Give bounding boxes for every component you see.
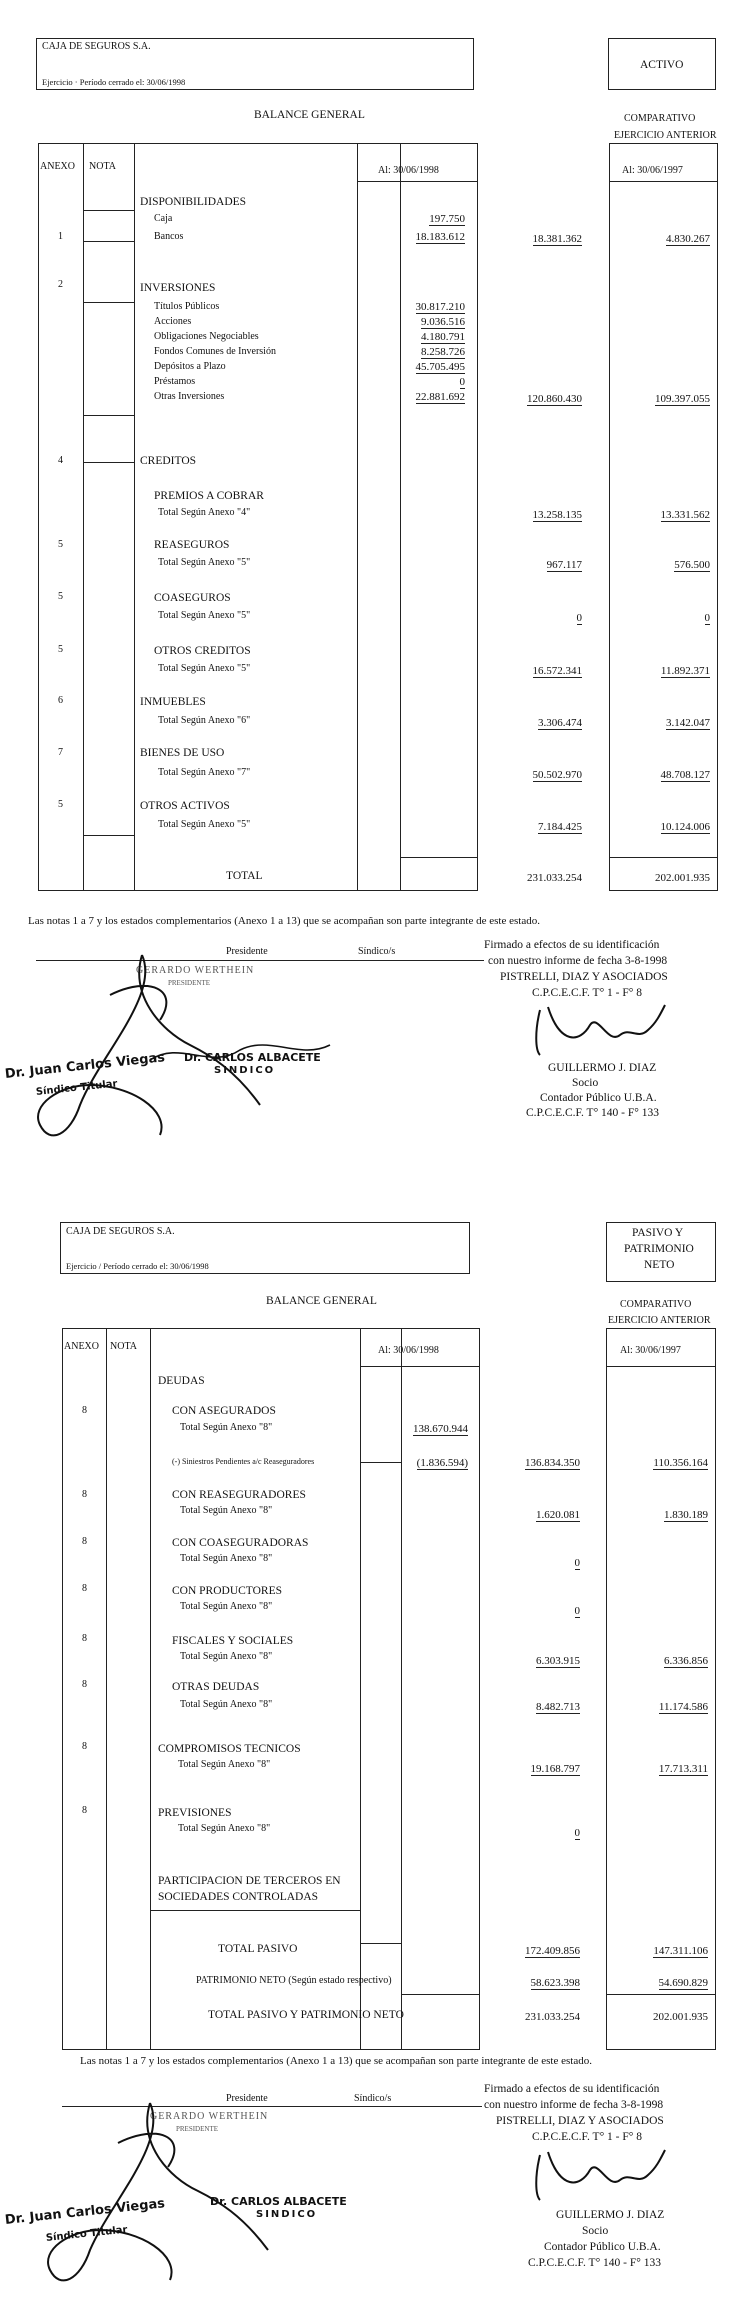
comparativo-label: COMPARATIVO [624, 113, 696, 124]
productores-value: 0 [574, 1605, 580, 1617]
otros-creditos-sub: Total Según Anexo "5" [158, 663, 251, 674]
siniestros-value: (1.836.594) [416, 1457, 468, 1469]
presidente-label-2: Presidente [226, 2093, 268, 2104]
bancos-label: Bancos [154, 231, 184, 242]
depositos-label: Depósitos a Plazo [154, 361, 226, 372]
obligaciones-value: 4.180.791 [421, 331, 465, 343]
total-prior: 202.001.935 [655, 872, 710, 884]
inversiones-total: 120.860.430 [527, 393, 582, 405]
otros-creditos-anexo: 5 [58, 644, 63, 655]
section-title: ACTIVO [640, 59, 684, 71]
comparativo-label-2: COMPARATIVO [620, 1299, 692, 1310]
compromisos-anexo: 8 [82, 1741, 87, 1752]
company-name-2: CAJA DE SEGUROS S.A. [66, 1226, 175, 1237]
firm-name: PISTRELLI, DIAZ Y ASOCIADOS [500, 971, 668, 983]
inmuebles-prior: 3.142.047 [666, 717, 710, 729]
col-current-date: Al: 30/06/1998 [378, 165, 439, 176]
otros-activos-anexo: 5 [58, 799, 63, 810]
viegas-name-2: Dr. Juan Carlos Viegas [4, 2196, 166, 2228]
coaseguradoras-sub: Total Según Anexo "8" [180, 1553, 273, 1564]
president-signature-2 [20, 2085, 280, 2295]
coaseguradoras-heading: CON COASEGURADORAS [172, 1537, 309, 1549]
reaseguros-heading: REASEGUROS [154, 539, 230, 551]
reaseguradores-sub: Total Según Anexo "8" [180, 1505, 273, 1516]
asegurados-sub: Total Según Anexo "8" [180, 1422, 273, 1433]
col-current-date-2: Al: 30/06/1998 [378, 1345, 439, 1356]
viegas-title: Síndico Titular [35, 1078, 118, 1098]
inmuebles-anexo: 6 [58, 695, 63, 706]
contador-title: Contador Público U.B.A. [540, 1092, 657, 1104]
firmado-line-2: con nuestro informe de fecha 3-8-1998 [488, 955, 668, 967]
patrimonio-prior: 54.690.829 [658, 1977, 708, 1989]
col-anexo-2: ANEXO [64, 1341, 99, 1352]
deudas-heading: DEUDAS [158, 1375, 205, 1387]
prestamos-value: 0 [459, 376, 465, 388]
otras-deudas-anexo: 8 [82, 1679, 87, 1690]
total-pasivo-label: TOTAL PASIVO [218, 1943, 298, 1955]
period-label-2: Ejercicio / Período cerrado el: 30/06/1998 [66, 1261, 209, 1271]
contador-role-2: Socio [582, 2225, 609, 2237]
presidente-label: Presidente [226, 946, 268, 957]
asegurados-anexo: 8 [82, 1405, 87, 1416]
compromisos-value: 19.168.797 [530, 1763, 580, 1775]
bienes-anexo: 7 [58, 747, 63, 758]
total-pasivo-prior: 147.311.106 [653, 1945, 708, 1957]
patrimonio-label: PATRIMONIO NETO (Según estado respectivo) [196, 1975, 392, 1986]
bienes-prior: 48.708.127 [660, 769, 710, 781]
fiscales-prior: 6.336.856 [664, 1655, 708, 1667]
company-name: CAJA DE SEGUROS S.A. [42, 41, 151, 52]
contador-name-2: GUILLERMO J. DIAZ [556, 2209, 665, 2221]
acciones-value: 9.036.516 [421, 316, 465, 328]
contador-name: GUILLERMO J. DIAZ [548, 1062, 657, 1074]
footnote: Las notas 1 a 7 y los estados complementarios (Anexo 1 a 13) que se acompañan son parte integrante de este estado. [28, 915, 540, 927]
inversiones-anexo: 2 [58, 279, 63, 290]
sindicos-label-2: Síndico/s [354, 2093, 392, 2104]
footnote-2: Las notas 1 a 7 y los estados complementarios (Anexo 1 a 13) que se acompañan son parte integrante de este estado. [80, 2055, 592, 2067]
prior-table-2 [606, 1328, 716, 2050]
col-anexo: ANEXO [40, 161, 75, 172]
reaseguros-prior: 576.500 [674, 559, 710, 571]
total-pasivo-pn-value: 231.033.254 [525, 2011, 580, 2023]
participacion-line-2: SOCIEDADES CONTROLADAS [158, 1891, 319, 1903]
previsiones-sub: Total Según Anexo "8" [178, 1823, 271, 1834]
fiscales-sub: Total Según Anexo "8" [180, 1651, 273, 1662]
viegas-title-2: Síndico Titular [45, 2224, 128, 2244]
otras-deudas-sub: Total Según Anexo "8" [180, 1699, 273, 1710]
sindico-title: SINDICO [214, 1065, 276, 1076]
section-title-line-1: PASIVO Y [632, 1227, 684, 1239]
period-label: Ejercicio · Período cerrado el: 30/06/1998 [42, 77, 186, 87]
depositos-value: 45.705.495 [415, 361, 465, 373]
total-pasivo-pn-prior: 202.001.935 [653, 2011, 708, 2023]
asegurados-total: 136.834.350 [525, 1457, 580, 1469]
contador-registration: C.P.C.E.C.F. T° 140 - F° 133 [526, 1107, 659, 1119]
inmuebles-sub: Total Según Anexo "6" [158, 715, 251, 726]
previsiones-heading: PREVISIONES [158, 1807, 232, 1819]
prestamos-label: Préstamos [154, 376, 196, 387]
section-title-line-2: PATRIMONIO [624, 1243, 694, 1255]
balance-title: BALANCE GENERAL [254, 109, 365, 121]
reaseguradores-heading: CON REASEGURADORES [172, 1489, 306, 1501]
contador-title-2: Contador Público U.B.A. [544, 2241, 661, 2253]
firmado-line-1-2: Firmado a efectos de su identificación [484, 2083, 660, 2095]
otros-creditos-prior: 11.892.371 [660, 665, 710, 677]
coaseguros-sub: Total Según Anexo "5" [158, 610, 251, 621]
section-title-line-3: NETO [644, 1259, 675, 1271]
bancos-anexo: 1 [58, 231, 63, 242]
otros-activos-heading: OTROS ACTIVOS [140, 800, 230, 812]
total-value: 231.033.254 [527, 872, 582, 884]
main-table-2 [62, 1328, 480, 2050]
creditos-heading: CREDITOS [140, 455, 197, 467]
col-prior-date-2: Al: 30/06/1997 [620, 1345, 681, 1356]
premios-value: 13.258.135 [532, 509, 582, 521]
coaseguros-value: 0 [576, 612, 582, 624]
previsiones-value: 0 [574, 1827, 580, 1839]
contador-signature [520, 995, 670, 1065]
coaseguros-anexo: 5 [58, 591, 63, 602]
reaseguros-sub: Total Según Anexo "5" [158, 557, 251, 568]
bienes-heading: BIENES DE USO [140, 747, 225, 759]
premios-sub: Total Según Anexo "4" [158, 507, 251, 518]
total-label: TOTAL [226, 870, 263, 882]
asegurados-value: 138.670.944 [413, 1423, 468, 1435]
contador-role: Socio [572, 1077, 599, 1089]
viegas-name: Dr. Juan Carlos Viegas [4, 1050, 166, 1082]
sindico-name: Dr. CARLOS ALBACETE [184, 1051, 321, 1064]
sindico-title-2: SINDICO [256, 2209, 318, 2220]
reaseguros-anexo: 5 [58, 539, 63, 550]
siniestros-label: (-) Siniestros Pendientes a/c Reaseguradores [172, 1457, 315, 1466]
sindico-signature [140, 1030, 340, 1080]
bienes-sub: Total Según Anexo "7" [158, 767, 251, 778]
coaseguradoras-anexo: 8 [82, 1536, 87, 1547]
otras-deudas-prior: 11.174.586 [658, 1701, 708, 1713]
inversiones-heading: INVERSIONES [140, 282, 216, 294]
firmado-line-1: Firmado a efectos de su identificación [484, 939, 660, 951]
otras-inversiones-label: Otras Inversiones [154, 391, 225, 402]
premios-prior: 13.331.562 [660, 509, 710, 521]
otras-inversiones-value: 22.881.692 [415, 391, 465, 403]
firm-registration: C.P.C.E.C.F. T° 1 - F° 8 [532, 987, 642, 999]
reaseguros-value: 967.117 [546, 559, 582, 571]
ejercicio-anterior-label: EJERCICIO ANTERIOR [614, 130, 717, 141]
disponibilidades-total: 18.381.362 [532, 233, 582, 245]
compromisos-prior: 17.713.311 [658, 1763, 708, 1775]
fondos-value: 8.258.726 [421, 346, 465, 358]
obligaciones-label: Obligaciones Negociables [154, 331, 259, 342]
firmado-line-2-2: con nuestro informe de fecha 3-8-1998 [484, 2099, 664, 2111]
otras-deudas-heading: OTRAS DEUDAS [172, 1681, 260, 1693]
compromisos-heading: COMPROMISOS TECNICOS [158, 1743, 301, 1755]
firm-registration-2: C.P.C.E.C.F. T° 1 - F° 8 [532, 2131, 642, 2143]
coaseguros-heading: COASEGUROS [154, 592, 231, 604]
previsiones-anexo: 8 [82, 1805, 87, 1816]
reaseguradores-anexo: 8 [82, 1489, 87, 1500]
inmuebles-value: 3.306.474 [538, 717, 582, 729]
caja-label: Caja [154, 213, 173, 224]
col-prior-date: Al: 30/06/1997 [622, 165, 683, 176]
coaseguros-prior: 0 [704, 612, 710, 624]
bancos-value: 18.183.612 [415, 231, 465, 243]
productores-heading: CON PRODUCTORES [172, 1585, 283, 1597]
sindico-name-2: Dr. CARLOS ALBACETE [210, 2195, 347, 2208]
disponibilidades-prior: 4.830.267 [666, 233, 710, 245]
president-stamp-name-2: GERARDO WERTHEIN [150, 2111, 269, 2122]
productores-anexo: 8 [82, 1583, 87, 1594]
total-pasivo-value: 172.409.856 [525, 1945, 580, 1957]
president-stamp-title: PRESIDENTE [168, 979, 210, 987]
president-stamp-title-2: PRESIDENTE [176, 2125, 218, 2133]
fondos-label: Fondos Comunes de Inversión [154, 346, 276, 357]
otros-activos-value: 7.184.425 [538, 821, 582, 833]
contador-signature-2 [520, 2140, 670, 2210]
creditos-anexo: 4 [58, 455, 63, 466]
otros-creditos-heading: OTROS CREDITOS [154, 645, 251, 657]
inversiones-prior: 109.397.055 [655, 393, 710, 405]
asegurados-heading: CON ASEGURADOS [172, 1405, 276, 1417]
reaseguradores-prior: 1.830.189 [664, 1509, 708, 1521]
otros-activos-prior: 10.124.006 [660, 821, 710, 833]
total-pasivo-pn-label: TOTAL PASIVO Y PATRIMONIO NETO [208, 2009, 404, 2021]
titulos-label: Títulos Públicos [154, 301, 220, 312]
titulos-value: 30.817.210 [415, 301, 465, 313]
coaseguradoras-value: 0 [574, 1557, 580, 1569]
asegurados-prior: 110.356.164 [653, 1457, 708, 1469]
balance-title-2: BALANCE GENERAL [266, 1295, 377, 1307]
reaseguradores-value: 1.620.081 [536, 1509, 580, 1521]
bienes-value: 50.502.970 [532, 769, 582, 781]
compromisos-sub: Total Según Anexo "8" [178, 1759, 271, 1770]
firm-name-2: PISTRELLI, DIAZ Y ASOCIADOS [496, 2115, 664, 2127]
acciones-label: Acciones [154, 316, 192, 327]
ejercicio-anterior-label-2: EJERCICIO ANTERIOR [608, 1315, 711, 1326]
col-nota: NOTA [89, 161, 116, 172]
col-nota-2: NOTA [110, 1341, 137, 1352]
otros-activos-sub: Total Según Anexo "5" [158, 819, 251, 830]
president-stamp-name: GERARDO WERTHEIN [136, 965, 255, 976]
otras-deudas-value: 8.482.713 [536, 1701, 580, 1713]
patrimonio-value: 58.623.398 [530, 1977, 580, 1989]
disponibilidades-heading: DISPONIBILIDADES [140, 196, 247, 208]
otros-creditos-value: 16.572.341 [532, 665, 582, 677]
premios-heading: PREMIOS A COBRAR [154, 490, 264, 502]
fiscales-anexo: 8 [82, 1633, 87, 1644]
fiscales-heading: FISCALES Y SOCIALES [172, 1635, 294, 1647]
productores-sub: Total Según Anexo "8" [180, 1601, 273, 1612]
fiscales-value: 6.303.915 [536, 1655, 580, 1667]
sindicos-label: Síndico/s [358, 946, 396, 957]
contador-registration-2: C.P.C.E.C.F. T° 140 - F° 133 [528, 2257, 661, 2269]
caja-value: 197.750 [429, 213, 465, 225]
inmuebles-heading: INMUEBLES [140, 696, 206, 708]
participacion-line-1: PARTICIPACION DE TERCEROS EN [158, 1875, 341, 1887]
